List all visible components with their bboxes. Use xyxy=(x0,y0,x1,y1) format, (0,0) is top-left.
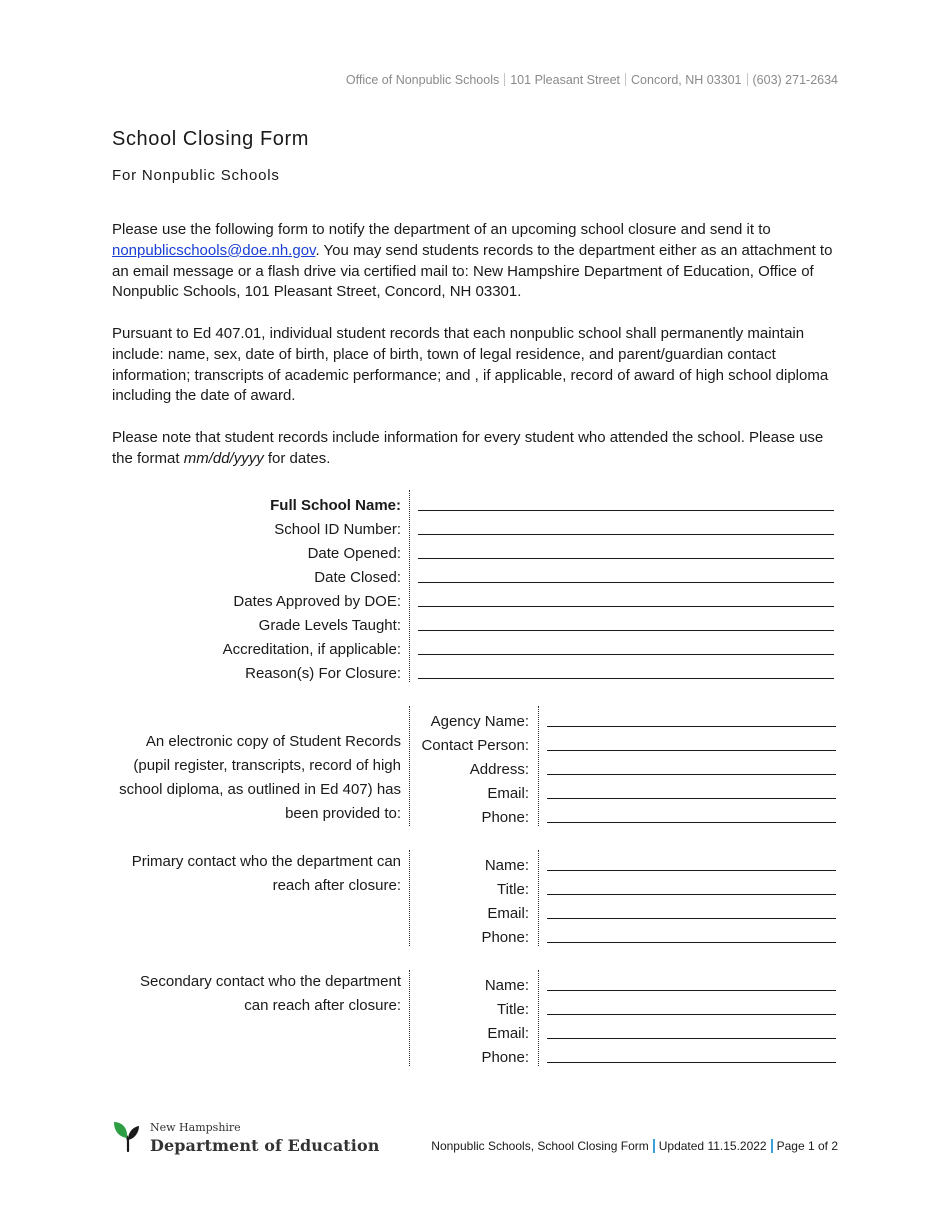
contact-person-field[interactable] xyxy=(547,730,836,751)
header-office: Office of Nonpublic Schools xyxy=(345,73,500,87)
intro-paragraph-2: Pursuant to Ed 407.01, individual student records that each nonpublic school shall permanently maintain include: name, sex, date of birth, place of birth, town of legal residence, and parent/guardian contact information; transcripts of academic performance; and , if applicable, record of award of high school diploma including the date of award. xyxy=(112,325,829,405)
divider xyxy=(409,970,410,1066)
field-label: Name: xyxy=(484,977,529,994)
page-title: School Closing Form xyxy=(112,128,310,150)
email-link[interactable]: nonpublicschools@doe.nh.gov xyxy=(112,241,316,259)
header-separator xyxy=(625,73,626,86)
records-field-labels xyxy=(412,706,529,826)
field-label: Address: xyxy=(469,761,529,778)
field-label: Phone: xyxy=(481,809,529,826)
footer-page: Page 1 of 2 xyxy=(776,1139,838,1153)
divider xyxy=(538,706,539,826)
primary-phone-field[interactable] xyxy=(547,922,836,943)
field-label: Full School Name: xyxy=(270,497,401,514)
primary-title-field[interactable] xyxy=(547,874,836,895)
secondary-email-field[interactable] xyxy=(547,1018,836,1039)
primary-field-labels xyxy=(412,850,529,946)
school-name-field[interactable] xyxy=(418,490,834,511)
logo-department: Department of Education xyxy=(150,1136,380,1155)
field-label: School ID Number: xyxy=(274,521,401,538)
intro-paragraph-1 xyxy=(112,220,840,303)
school-id-field[interactable] xyxy=(418,514,834,535)
footer-info xyxy=(431,1139,838,1153)
intro-text: Please note that student records include information for every student who attended the school. Please use the format xyxy=(112,429,824,467)
divider xyxy=(409,706,410,826)
field-label: Accreditation, if applicable: xyxy=(222,641,401,658)
field-label: Date Closed: xyxy=(314,569,401,586)
field-label: Grade Levels Taught: xyxy=(258,617,401,634)
address-field[interactable] xyxy=(547,754,836,775)
field-label: Email: xyxy=(487,785,529,802)
logo-state: New Hampshire xyxy=(150,1121,241,1134)
field-label: Title: xyxy=(497,881,529,898)
field-label: Email: xyxy=(487,905,529,922)
footer-updated: Updated 11.15.2022 xyxy=(658,1139,767,1153)
primary-contact-description: Primary contact who the department can reach after closure: xyxy=(131,853,401,894)
school-field-labels xyxy=(112,490,401,682)
intro-text: for dates. xyxy=(263,449,331,467)
school-field-inputs xyxy=(418,490,834,682)
divider xyxy=(538,850,539,946)
secondary-field-labels xyxy=(412,970,529,1066)
secondary-name-field[interactable] xyxy=(547,970,836,991)
footer-separator xyxy=(771,1139,773,1153)
field-label: Contact Person: xyxy=(421,737,529,754)
date-closed-field[interactable] xyxy=(418,562,834,583)
field-label: Title: xyxy=(497,1001,529,1018)
header-phone: (603) 271-2634 xyxy=(752,73,838,87)
secondary-field-inputs xyxy=(547,970,836,1066)
primary-email-field[interactable] xyxy=(547,898,836,919)
intro-text: Please use the following form to notify the department of an upcoming school closure and send it to xyxy=(112,221,771,238)
grade-levels-field[interactable] xyxy=(418,610,834,631)
divider xyxy=(538,970,539,1066)
field-label: Agency Name: xyxy=(430,713,529,730)
footer-doc: Nonpublic Schools, School Closing Form xyxy=(431,1139,649,1153)
field-label: Date Opened: xyxy=(307,545,401,562)
header-street: 101 Pleasant Street xyxy=(510,73,621,87)
records-description: An electronic copy of Student Records (pupil register, transcripts, record of high school diploma, as outlined in Ed 407) has been provided to: xyxy=(119,733,401,822)
secondary-contact-description: Secondary contact who the department can reach after closure: xyxy=(140,973,401,1014)
secondary-title-field[interactable] xyxy=(547,994,836,1015)
field-label: Email: xyxy=(487,1025,529,1042)
header-address xyxy=(346,73,838,87)
intro-paragraph-3 xyxy=(112,428,840,470)
header-separator xyxy=(747,73,748,86)
intro-text: . You may send students records to the department either as an attachment to an email message or a flash drive via certified mail to: New Hampshire Department of Education, Office of Nonpublic Schools, 101 Pleasant Street, Concord, NH 03301. xyxy=(112,241,833,301)
records-field-inputs xyxy=(547,706,836,826)
email-field[interactable] xyxy=(547,778,836,799)
divider xyxy=(409,490,410,682)
secondary-phone-field[interactable] xyxy=(547,1042,836,1063)
field-label: Reason(s) For Closure: xyxy=(245,665,401,682)
header-city: Concord, NH 03301 xyxy=(631,73,742,87)
primary-field-inputs xyxy=(547,850,836,946)
header-separator xyxy=(504,73,505,86)
field-label: Dates Approved by DOE: xyxy=(233,593,401,610)
page-subtitle: For Nonpublic Schools xyxy=(112,167,280,184)
dates-approved-field[interactable] xyxy=(418,586,834,607)
footer-separator xyxy=(653,1139,655,1153)
sprout-logo-icon xyxy=(112,1118,142,1159)
closure-reason-field[interactable] xyxy=(418,658,834,679)
field-label: Name: xyxy=(484,857,529,874)
accreditation-field[interactable] xyxy=(418,634,834,655)
primary-name-field[interactable] xyxy=(547,850,836,871)
field-label: Phone: xyxy=(481,929,529,946)
phone-field[interactable] xyxy=(547,802,836,823)
divider xyxy=(409,850,410,946)
date-format: mm/dd/yyyy xyxy=(183,449,264,467)
date-opened-field[interactable] xyxy=(418,538,834,559)
field-label: Phone: xyxy=(481,1049,529,1066)
agency-name-field[interactable] xyxy=(547,706,836,727)
